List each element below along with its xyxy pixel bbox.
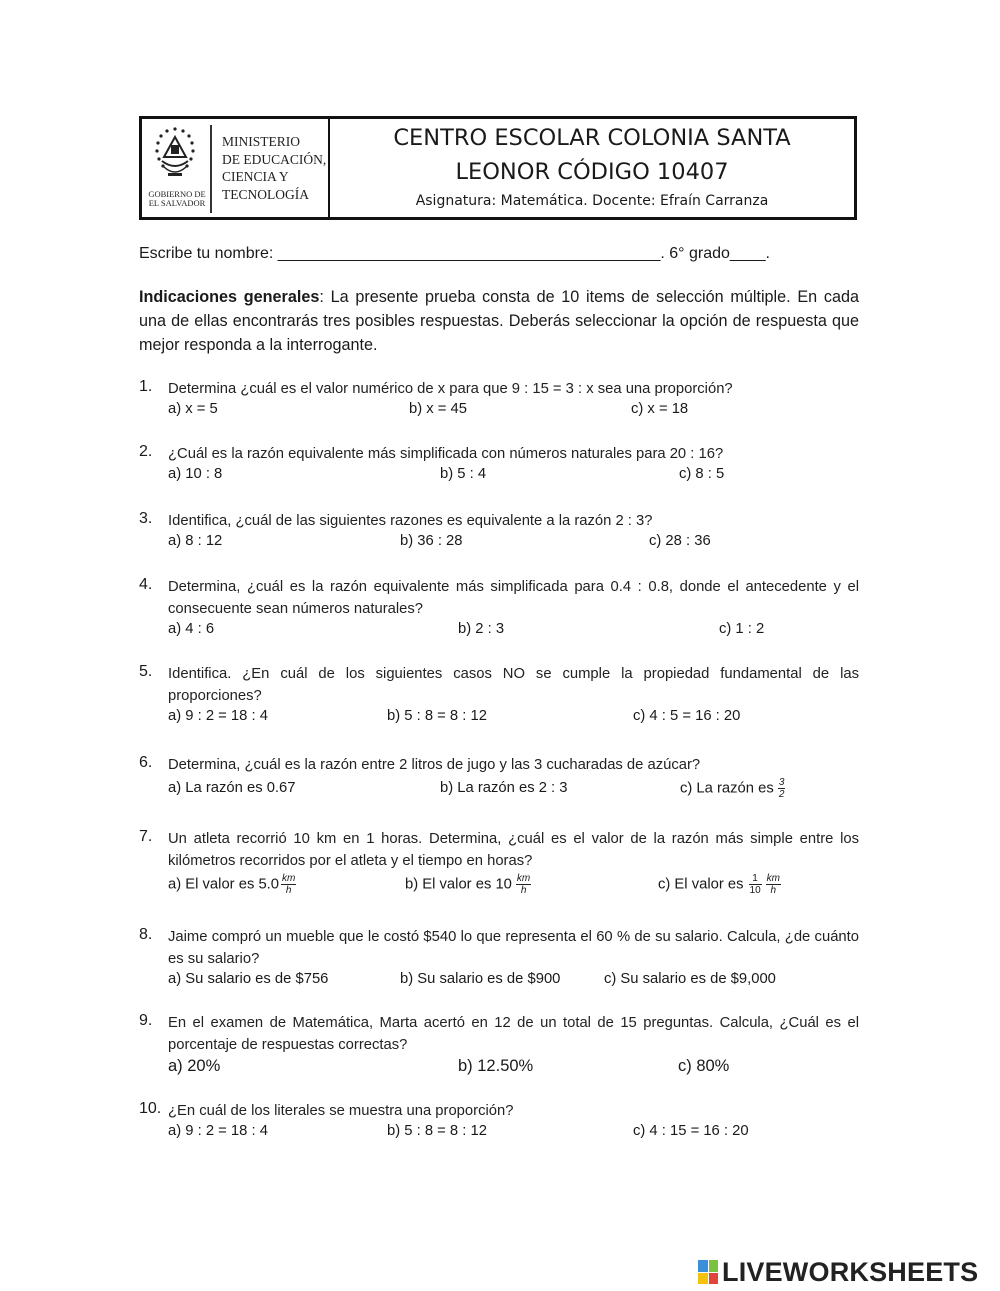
answer-options [139, 1057, 859, 1081]
logo-block [709, 1260, 719, 1272]
answer-options [139, 873, 859, 905]
ministry-line: TECNOLOGÍA [222, 186, 309, 202]
fraction-numerator: 1 [749, 873, 762, 885]
question-item [139, 576, 859, 645]
liveworksheets-logo-icon [698, 1260, 718, 1284]
option-a[interactable]: a) La razón es 0.67 [168, 780, 296, 796]
option-a[interactable]: a) 9 : 2 = 18 : 4 [168, 1123, 268, 1139]
unit-numerator: km [282, 873, 296, 884]
option-b[interactable]: b) 5 : 8 = 8 : 12 [387, 1123, 487, 1139]
question-number: 8. [139, 926, 153, 943]
option-b[interactable]: b) Su salario es de $900 [400, 971, 561, 987]
question-item [139, 443, 859, 490]
question-number: 9. [139, 1012, 153, 1029]
answer-options [139, 621, 859, 645]
answer-options [139, 1123, 859, 1147]
question-item [139, 510, 859, 557]
option-a-label: a) El valor es 5.0 [168, 876, 280, 893]
ministry-line: CIENCIA Y [222, 169, 289, 184]
question-text: Identifica. ¿En cuál de los siguientes casos NO se cumple la propiedad fundamental de las proporciones? [168, 666, 859, 704]
fraction-denominator: 2 [778, 789, 785, 800]
ministry-line: MINISTERIO [222, 134, 300, 149]
option-c[interactable]: c) 8 : 5 [679, 466, 725, 482]
fraction [778, 777, 786, 800]
option-a[interactable]: a) 8 : 12 [168, 533, 223, 549]
question-text: Un atleta recorrió 10 km en 1 horas. Determina, ¿cuál es el valor de la razón más simple entre los kilómetros recorridos por el atleta y el tiempo en horas? [168, 831, 859, 869]
question-item [139, 754, 859, 805]
question-text: Identifica, ¿cuál de las siguientes razones es equivalente a la razón 2 : 3? [168, 513, 653, 529]
question-item [139, 828, 859, 905]
option-a[interactable]: a) 10 : 8 [168, 466, 223, 482]
unit-denominator: h [285, 885, 292, 896]
logo-block [709, 1273, 719, 1285]
option-b[interactable]: b) 2 : 3 [458, 621, 505, 637]
unit-fraction [766, 873, 781, 896]
liveworksheets-brand [698, 1257, 978, 1287]
option-a[interactable] [168, 873, 296, 896]
option-b[interactable]: b) 36 : 28 [400, 533, 463, 549]
logo-block [698, 1273, 708, 1285]
question-text: Jaime compró un mueble que le costó $540 lo que representa el 60 % de su salario. Calcula, ¿de cuánto es su salario? [168, 929, 859, 967]
question-number: 2. [139, 443, 153, 460]
option-a[interactable]: a) Su salario es de $756 [168, 971, 329, 987]
question-text: Determina, ¿cuál es la razón entre 2 litros de jugo y las 3 cucharadas de azúcar? [168, 757, 701, 773]
option-a[interactable]: a) 20% [168, 1057, 221, 1075]
option-a[interactable]: a) 4 : 6 [168, 621, 215, 637]
option-c-label: c) La razón es [680, 780, 778, 797]
question-item [139, 663, 859, 732]
unit-denominator: h [770, 885, 777, 896]
answer-options [139, 466, 859, 490]
question-number: 1. [139, 378, 153, 395]
unit-fraction [516, 873, 531, 896]
ministry-logo [142, 119, 330, 217]
question-number: 5. [139, 663, 153, 680]
question-number: 6. [139, 754, 153, 771]
option-c[interactable]: c) 1 : 2 [719, 621, 765, 637]
government-label: GOBIERNO DE EL SALVADOR [148, 189, 206, 208]
fraction [749, 873, 762, 896]
general-instructions [139, 285, 859, 357]
header-box [139, 116, 857, 220]
instructions-label: Indicaciones generales [139, 288, 320, 306]
student-name-line[interactable]: Escribe tu nombre: ___________________________________________. 6° grado____. [139, 245, 770, 262]
option-c[interactable]: c) 4 : 5 = 16 : 20 [633, 708, 741, 724]
question-item [139, 1012, 859, 1081]
question-number: 7. [139, 828, 153, 845]
answer-options [139, 777, 859, 805]
ministry-line: DE EDUCACIÓN, [222, 151, 327, 167]
question-item [139, 926, 859, 995]
option-c[interactable]: c) x = 18 [631, 401, 689, 417]
fraction-numerator: 3 [778, 777, 785, 788]
option-a[interactable]: a) x = 5 [168, 401, 218, 417]
option-b[interactable]: b) 5 : 4 [440, 466, 487, 482]
option-c[interactable]: c) 4 : 15 = 16 : 20 [633, 1123, 749, 1139]
option-c[interactable] [680, 777, 785, 800]
option-b[interactable]: b) La razón es 2 : 3 [440, 780, 568, 796]
question-item [139, 1100, 859, 1147]
option-b-label: b) El valor es 10 [405, 876, 512, 893]
school-name-line-2: LEONOR CÓDIGO 10407 [455, 159, 729, 185]
question-number: 4. [139, 576, 153, 593]
answer-options [139, 401, 859, 425]
question-number: 3. [139, 510, 153, 527]
answer-options [139, 971, 859, 995]
coat-of-arms-icon [150, 125, 200, 187]
option-b[interactable]: b) 5 : 8 = 8 : 12 [387, 708, 487, 724]
option-c[interactable] [658, 873, 781, 896]
option-c[interactable]: c) 80% [678, 1057, 730, 1075]
fraction-denominator: 10 [749, 885, 761, 896]
question-number: 10. [139, 1100, 162, 1117]
option-a[interactable]: a) 9 : 2 = 18 : 4 [168, 708, 268, 724]
logo-divider [210, 125, 212, 213]
option-c[interactable]: c) 28 : 36 [649, 533, 711, 549]
school-name-line-1: CENTRO ESCOLAR COLONIA SANTA [393, 125, 791, 151]
question-text: ¿Cuál es la razón equivalente más simplificada con números naturales para 20 : 16? [168, 446, 724, 462]
brand-name: LIVEWORKSHEETS [722, 1256, 979, 1287]
question-text: En el examen de Matemática, Marta acertó en 12 de un total de 15 preguntas. Calcula, ¿Cuál es el porcentaje de respuestas correctas? [168, 1015, 859, 1053]
option-c[interactable]: c) Su salario es de $9,000 [604, 971, 776, 987]
option-b[interactable]: b) x = 45 [409, 401, 467, 417]
unit-fraction [281, 873, 296, 896]
ministry-name [222, 133, 326, 203]
unit-numerator: km [516, 873, 531, 884]
question-text: Determina ¿cuál es el valor numérico de x para que 9 : 15 = 3 : x sea una proporción? [168, 381, 733, 397]
question-item [139, 378, 859, 425]
option-c-label: c) El valor es [658, 876, 744, 893]
question-text: ¿En cuál de los literales se muestra una proporción? [168, 1103, 514, 1119]
option-b[interactable]: b) 12.50% [458, 1057, 534, 1075]
school-title-block [330, 119, 854, 217]
answer-options [139, 708, 859, 732]
subject-teacher-line: Asignatura: Matemática. Docente: Efraín Carranza [415, 193, 769, 209]
unit-numerator: km [766, 873, 780, 884]
logo-block [698, 1260, 708, 1272]
answer-options [139, 533, 859, 557]
unit-denominator: h [520, 885, 527, 896]
question-text: Determina, ¿cuál es la razón equivalente más simplificada para 0.4 : 0.8, donde el antecedente y el consecuente sean números naturales? [168, 579, 859, 617]
instructions-text: : La presente prueba consta de 10 items de selección múltiple. En cada una de ellas encontrarás tres posibles respuestas. Deberás seleccionar la opción de respuesta que mejor responda a la interrogante. [139, 288, 859, 354]
option-b[interactable] [405, 873, 531, 896]
